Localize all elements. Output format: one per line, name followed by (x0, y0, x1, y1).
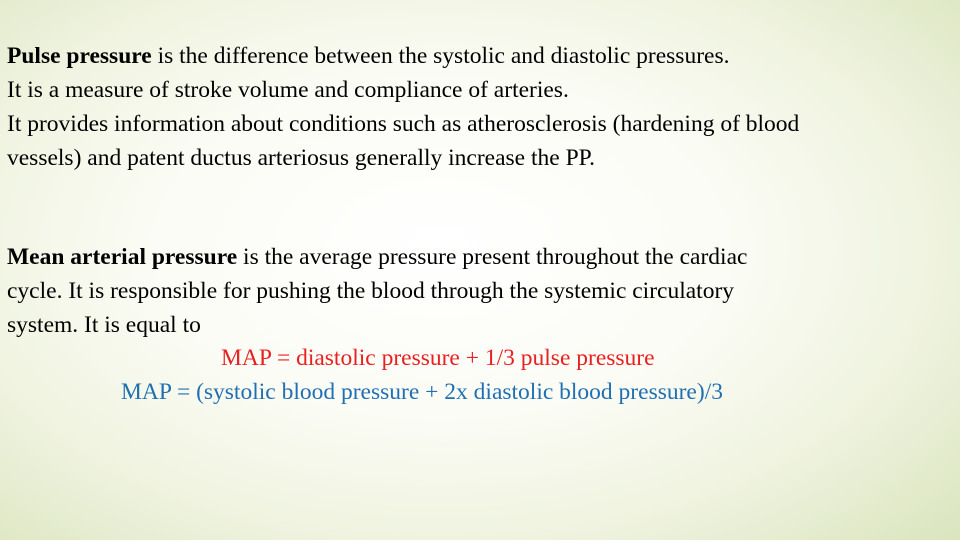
pulse-pressure-term: Pulse pressure (7, 43, 152, 69)
pulse-pressure-line-3: It provides information about conditions such as atherosclerosis (hardening of blood (7, 111, 800, 137)
pulse-pressure-paragraph (7, 39, 955, 175)
pulse-pressure-line-1 (7, 39, 955, 73)
map-line-3: system. It is equal to (7, 312, 201, 338)
map-formula-pulse-pressure: MAP = diastolic pressure + 1/3 pulse pressure (221, 345, 655, 371)
mean-arterial-pressure-paragraph (7, 240, 955, 342)
mean-arterial-pressure-term: Mean arterial pressure (7, 244, 238, 270)
pulse-pressure-definition: is the difference between the systolic and diastolic pressures. (151, 43, 730, 69)
map-line-1 (7, 240, 955, 274)
mean-arterial-pressure-definition: is the average pressure present throughout the cardiac (237, 244, 748, 270)
pulse-pressure-line-4: vessels) and patent ductus arteriosus generally increase the PP. (7, 145, 595, 171)
map-line-2: cycle. It is responsible for pushing the blood through the systemic circulatory (7, 278, 735, 304)
map-formula-systolic-diastolic: MAP = (systolic blood pressure + 2x diastolic blood pressure)/3 (121, 379, 723, 405)
pulse-pressure-line-2: It is a measure of stroke volume and compliance of arteries. (7, 77, 569, 103)
